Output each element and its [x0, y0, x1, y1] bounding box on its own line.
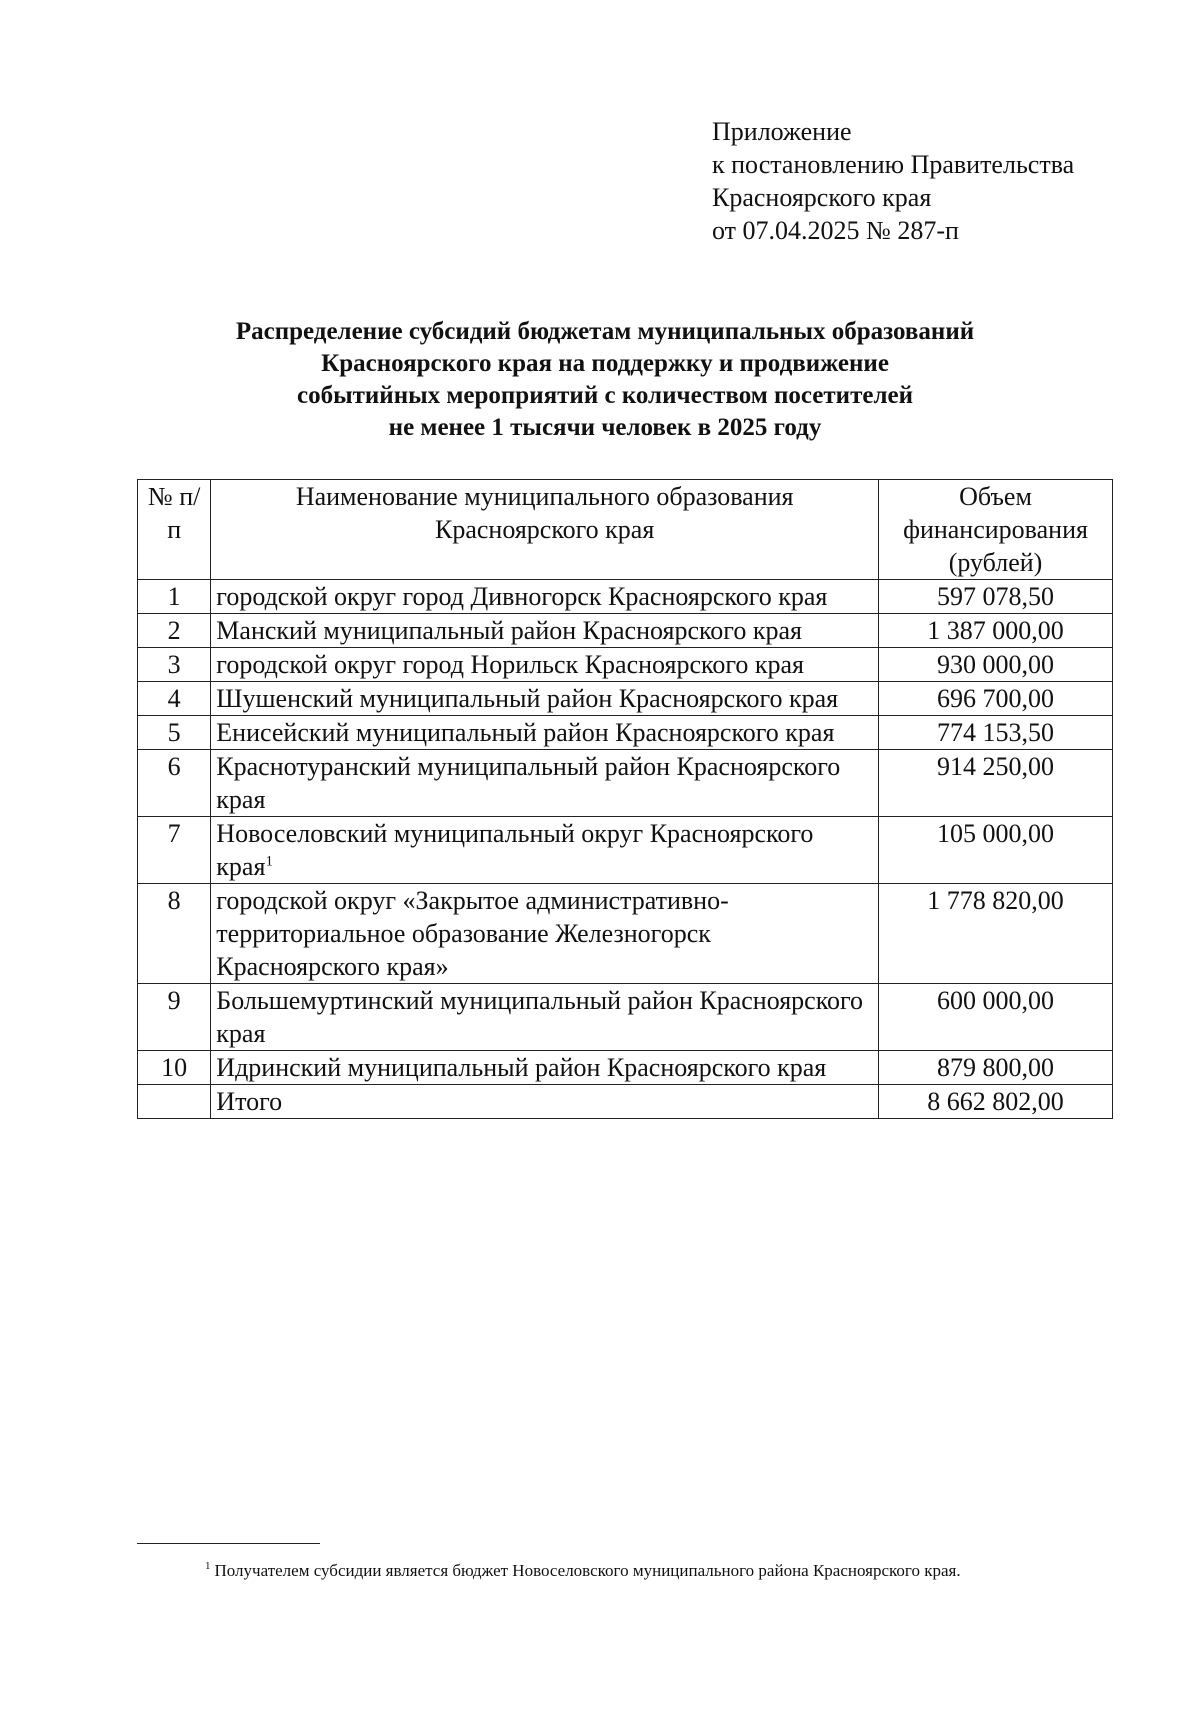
municipality-name [211, 817, 879, 884]
funding-amount: 600 000,00 [879, 984, 1113, 1051]
appendix-line: от 07.04.2025 № 287-п [712, 216, 959, 245]
footnote-text: Получателем субсидии является бюджет Новоселовского муниципального района Красноярского края. [214, 1561, 961, 1580]
municipality-name-text: Краснотуранский муниципальный район Красноярского края [216, 752, 841, 814]
municipality-name-text: Идринский муниципальный район Красноярского края [216, 1053, 827, 1082]
row-number: 1 [138, 580, 211, 614]
municipality-name [211, 614, 879, 648]
funding-amount: 879 800,00 [879, 1051, 1113, 1085]
title-line: событийных мероприятий с количеством посетителей [296, 382, 913, 409]
appendix-line: к постановлению Правительства [712, 150, 1075, 179]
municipality-name [211, 750, 879, 817]
funding-amount: 774 153,50 [879, 716, 1113, 750]
table-row [138, 1051, 1113, 1085]
municipality-name [211, 984, 879, 1051]
row-number: 6 [138, 750, 211, 817]
table-row [138, 682, 1113, 716]
municipality-name [211, 580, 879, 614]
title-line: не менее 1 тысячи человек в 2025 году [388, 414, 822, 441]
table-body [138, 580, 1113, 1085]
footnote [205, 1560, 961, 1582]
row-number: 3 [138, 648, 211, 682]
table-row [138, 648, 1113, 682]
funding-amount: 1 387 000,00 [879, 614, 1113, 648]
subsidy-table [137, 479, 1113, 1119]
funding-amount: 696 700,00 [879, 682, 1113, 716]
municipality-name [211, 1051, 879, 1085]
municipality-name [211, 648, 879, 682]
header-number: № п/п [138, 480, 211, 580]
municipality-name-text: Манский муниципальный район Красноярского края [216, 616, 802, 645]
row-number: 9 [138, 984, 211, 1051]
row-number: 2 [138, 614, 211, 648]
municipality-name-text: городской округ город Дивногорск Красноярского края [216, 582, 828, 611]
table-row [138, 884, 1113, 984]
appendix-block [712, 115, 1074, 247]
table-row [138, 817, 1113, 884]
table-row [138, 614, 1113, 648]
document-title [130, 316, 1080, 444]
table-row [138, 580, 1113, 614]
funding-amount: 1 778 820,00 [879, 884, 1113, 984]
row-number: 4 [138, 682, 211, 716]
total-row [138, 1085, 1113, 1119]
funding-amount: 105 000,00 [879, 817, 1113, 884]
municipality-name [211, 682, 879, 716]
funding-amount: 914 250,00 [879, 750, 1113, 817]
municipality-name-text: городской округ «Закрытое административно-территориальное образование Железногорск Красноярского края» [216, 886, 729, 981]
table-row [138, 716, 1113, 750]
total-number-cell [138, 1085, 211, 1119]
title-line: Красноярского края на поддержку и продвижение [321, 350, 889, 377]
footnote-divider [137, 1543, 320, 1544]
footnote-reference: 1 [265, 853, 273, 870]
total-amount: 8 662 802,00 [879, 1085, 1113, 1119]
municipality-name [211, 884, 879, 984]
header-amount: Объем финансирования (рублей) [879, 480, 1113, 580]
municipality-name-text: Большемуртинский муниципальный район Красноярского края [216, 986, 864, 1048]
table-row [138, 750, 1113, 817]
municipality-name [211, 716, 879, 750]
funding-amount: 597 078,50 [879, 580, 1113, 614]
municipality-name-text: Енисейский муниципальный район Красноярского края [216, 718, 835, 747]
municipality-name-text: Шушенский муниципальный район Красноярского края [216, 684, 839, 713]
row-number: 10 [138, 1051, 211, 1085]
table-row [138, 984, 1113, 1051]
title-line: Распределение субсидий бюджетам муниципальных образований [235, 318, 975, 345]
footnote-mark: 1 [205, 1560, 211, 1573]
table-header-row [138, 480, 1113, 580]
municipality-name-text: Новоселовский муниципальный округ Красноярского края [216, 819, 814, 881]
appendix-line: Приложение [712, 117, 852, 146]
row-number: 7 [138, 817, 211, 884]
municipality-name-text: городской округ город Норильск Красноярского края [216, 650, 805, 679]
header-municipality: Наименование муниципального образования Красноярского края [211, 480, 879, 580]
appendix-line: Красноярского края [712, 183, 932, 212]
funding-amount: 930 000,00 [879, 648, 1113, 682]
total-label: Итого [211, 1085, 879, 1119]
row-number: 5 [138, 716, 211, 750]
row-number: 8 [138, 884, 211, 984]
